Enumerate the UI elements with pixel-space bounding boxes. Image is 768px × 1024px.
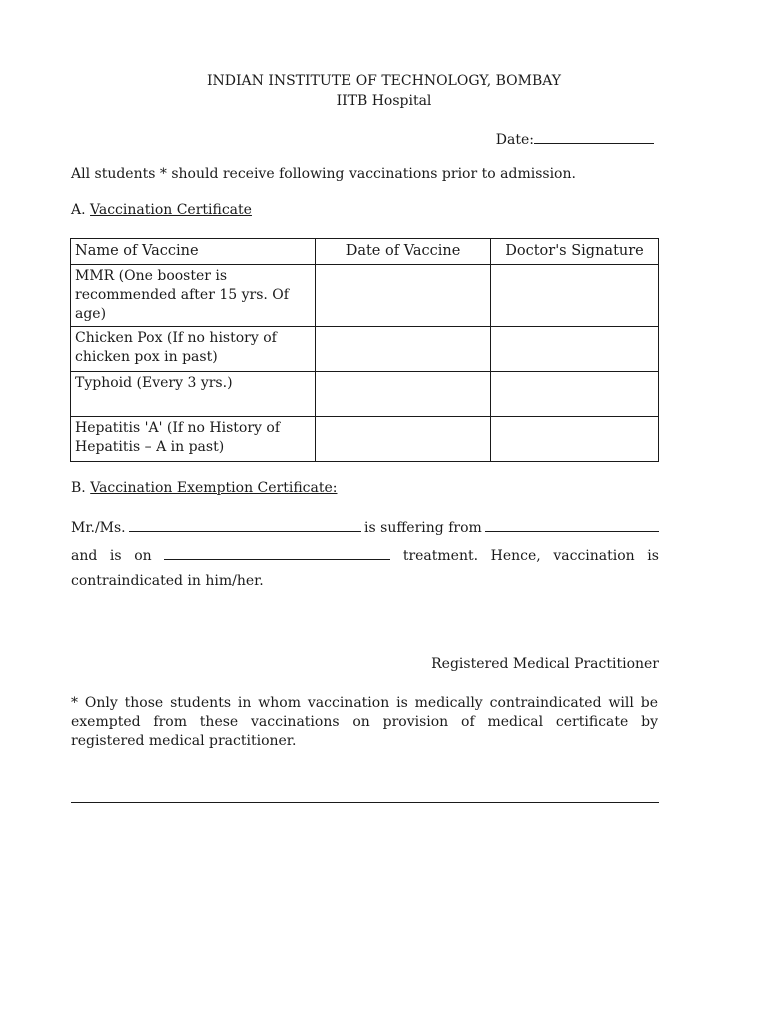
hospital-name: IITB Hospital [336,93,432,109]
intro-text: All students * should receive following vaccinations prior to admission. [71,166,576,182]
vaccine-cell: MMR (One booster is recommended after 15 yrs. Of age) [71,265,316,327]
date-blank [534,129,654,144]
salutation-label: Mr./Ms. [71,520,126,536]
table-row [71,417,659,462]
signature-cell[interactable] [491,265,659,327]
and-label: and [71,548,98,564]
section-b-heading [71,480,337,496]
section-a-prefix: A. [71,202,86,218]
section-a-title: Vaccination Certificate [90,202,252,218]
signatory-label: Registered Medical Practitioner [431,656,659,672]
table-row [71,265,659,327]
institute-name: INDIAN INSTITUTE OF TECHNOLOGY, BOMBAY [206,73,562,89]
condition-blank[interactable] [485,517,659,532]
exemption-line-1 [71,517,659,536]
vaccination-table [70,238,659,462]
section-a-heading [71,202,252,218]
date-label: Date: [495,132,534,148]
treatment-blank[interactable] [164,545,390,560]
col-header-date: Date of Vaccine [316,239,491,265]
vaccine-cell: Chicken Pox (If no history of chicken pox in past) [71,327,316,372]
vaccine-cell: Typhoid (Every 3 yrs.) [71,372,316,417]
date-field [496,129,654,148]
footnote: * Only those students in whom vaccination is medically contraindicated will be exempted from these vaccinations on provision of medical certificate by registered medical practitioner. [71,695,658,749]
col-header-signature: Doctor's Signature [491,239,659,265]
section-b-title: Vaccination Exemption Certificate: [90,480,338,496]
is-label: is [109,548,122,564]
table-row [71,372,659,417]
date-cell[interactable] [316,327,491,372]
date-cell[interactable] [316,417,491,462]
on-label: on [134,548,152,564]
col-header-vaccine: Name of Vaccine [71,239,316,265]
hence-label: Hence, [490,548,541,564]
signature-cell[interactable] [491,372,659,417]
exemption-line-2 [71,545,659,564]
date-cell[interactable] [316,372,491,417]
suffering-from-label: is suffering from [364,520,482,536]
name-blank[interactable] [129,517,361,532]
signature-cell[interactable] [491,417,659,462]
section-b-prefix: B. [71,480,86,496]
treatment-label: treatment. [402,548,479,564]
date-cell[interactable] [316,265,491,327]
exemption-line-3: contraindicated in him/her. [71,573,264,589]
table-header-row [71,239,659,265]
vaccine-cell: Hepatitis 'A' (If no History of Hepatitis – A in past) [71,417,316,462]
vaccination-label: vaccination [553,548,635,564]
is-label-2: is [647,548,659,564]
bottom-rule [71,802,659,803]
signature-cell[interactable] [491,327,659,372]
table-row [71,327,659,372]
